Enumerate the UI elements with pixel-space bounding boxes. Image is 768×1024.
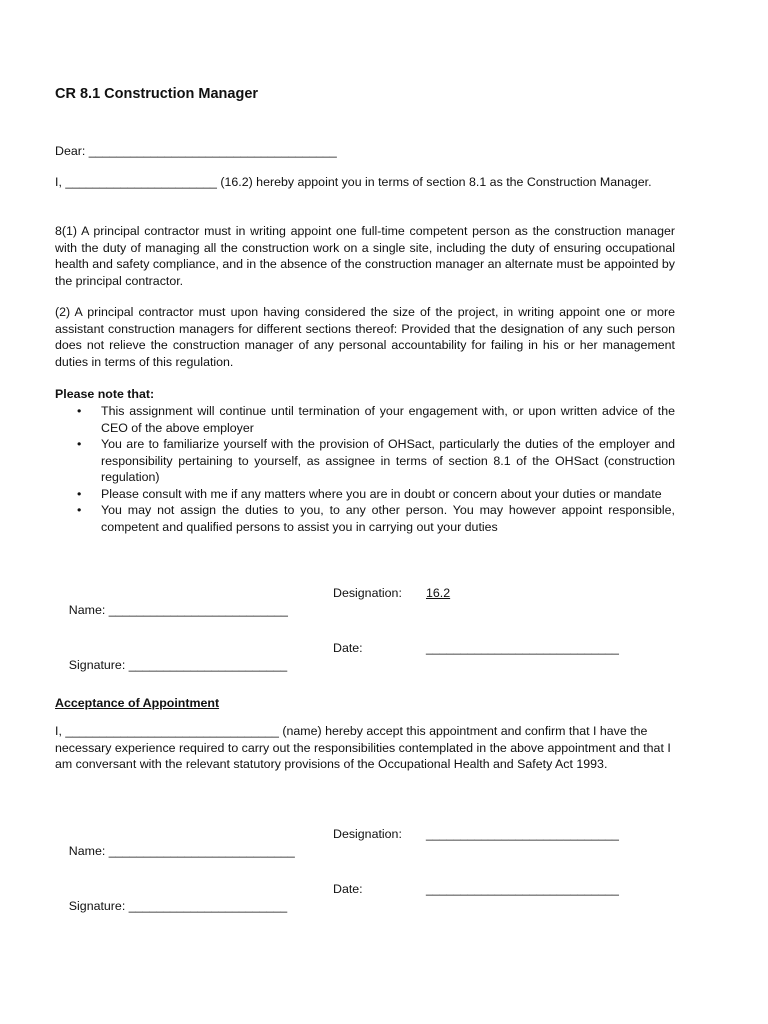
note-heading: Please note that: [55, 387, 155, 401]
dear-line: Dear: ____________________________________ [55, 144, 337, 158]
appointment-paragraph: I, ______________________ (16.2) hereby appoint you in terms of section 8.1 as the Construction Manager. [55, 175, 652, 189]
regulation-8-1-paragraph: 8(1) A principal contractor must in writing appoint one full-time competent person as the construction manager with the duty of managing all the construction work on a single site, including the duty of ensuring occupational health and safety compliance, and in the absence of the construction manager an alternate must be appointed by the principal contractor. [55, 224, 675, 288]
date-label: Date: [333, 882, 363, 896]
bullet-icon: • [77, 404, 82, 418]
list-item [55, 436, 675, 486]
note-list [55, 403, 675, 535]
bullet-icon: • [77, 486, 82, 501]
date-field[interactable]: ____________________________ [426, 641, 619, 655]
bullet-icon: • [77, 437, 82, 451]
list-item [55, 502, 675, 535]
list-item-text: You are to familiarize yourself with the provision of OHSact, particularly the duties of the employer and responsibility pertaining to yourself, as assignee in terms of section 8.1 of the OHSact (construction regulation) [101, 437, 675, 484]
list-item-text: You may not assign the duties to you, to any other person. You may however appoint responsible, competent and qualified persons to assist you in carrying out your duties [101, 503, 675, 534]
date-label: Date: [333, 641, 363, 655]
designation-label: Designation: [333, 827, 402, 841]
list-item-text: Please consult with me if any matters where you are in doubt or concern about your duties or mandate [101, 486, 662, 501]
designation-label: Designation: [333, 586, 402, 600]
list-item-text: This assignment will continue until termination of your engagement with, or upon written advice of the CEO of the above employer [101, 404, 675, 435]
acceptee-signature-row [55, 881, 675, 964]
page-title: CR 8.1 Construction Manager [55, 86, 259, 102]
bullet-icon: • [77, 503, 82, 517]
signature-field[interactable]: Signature: _______________________ [68, 657, 288, 672]
name-field[interactable]: Name: ___________________________ [68, 843, 295, 858]
regulation-8-2-paragraph: (2) A principal contractor must upon having considered the size of the project, in writing appoint one or more assistant construction managers for different sections thereof: Provided that the designation of any such person does not relieve the construction manager of any personal accountability for failing in his or her management duties in terms of this regulation. [55, 305, 675, 369]
list-item [55, 403, 675, 436]
acceptance-heading: Acceptance of Appointment [55, 696, 220, 710]
designation-field[interactable]: ____________________________ [426, 827, 619, 841]
signature-field[interactable]: Signature: _______________________ [68, 898, 288, 913]
name-field[interactable]: Name: __________________________ [68, 602, 288, 617]
acceptance-paragraph: I, _______________________________ (name) hereby accept this appointment and confirm that I have the necessary experience required to carry out the responsibilities contemplated in the above appointment and that I am conversant with the relevant statutory provisions of the Occupational Health and Safety Act 1993. [55, 724, 671, 771]
list-item [55, 486, 675, 503]
date-field[interactable]: ____________________________ [426, 882, 619, 896]
designation-value: 16.2 [426, 586, 451, 600]
